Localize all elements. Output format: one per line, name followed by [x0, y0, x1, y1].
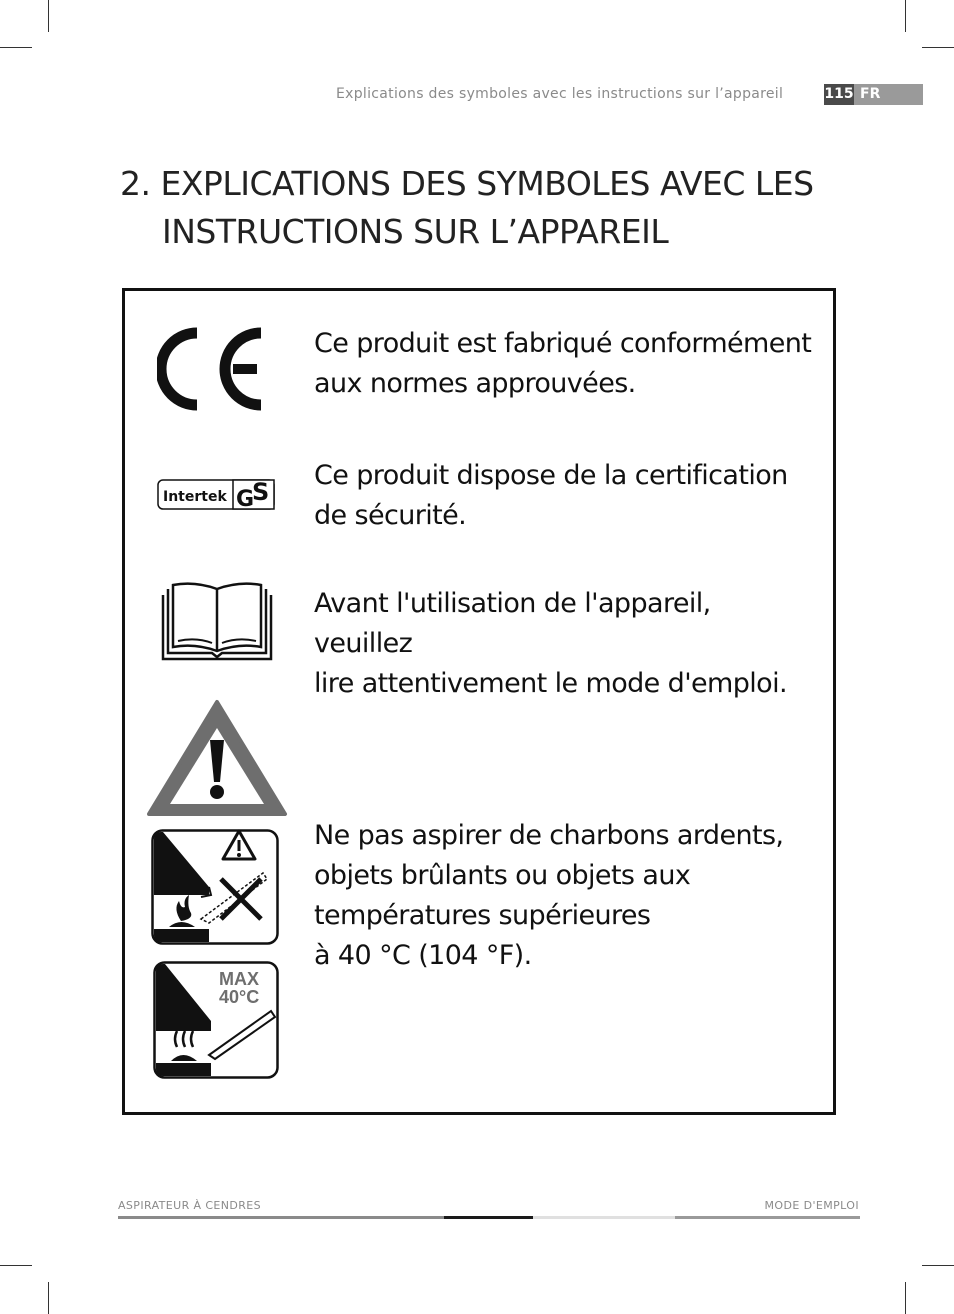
temp-label: 40°C	[219, 987, 260, 1007]
language-tag: FR	[854, 84, 923, 105]
crop-mark	[922, 47, 954, 48]
crop-mark	[48, 0, 49, 32]
section-title-line1: 2. EXPLICATIONS DES SYMBOLES AVEC LES	[120, 164, 814, 203]
manual-description: Avant l'utilisation de l'appareil, veuillez lire attentivement le mode d'emploi.	[314, 588, 787, 699]
crop-mark	[48, 1282, 49, 1314]
crop-mark	[0, 47, 32, 48]
gs-description: Ce produit dispose de la certification de sécurité.	[314, 460, 788, 531]
crop-mark	[0, 1265, 32, 1266]
max-temperature-icon	[153, 961, 279, 1083]
section-title-line2: INSTRUCTIONS SUR L’APPAREIL	[162, 212, 669, 251]
warning-triangle-icon	[146, 698, 288, 822]
crop-mark	[922, 1265, 954, 1266]
intertek-logo-text: Intertek	[163, 489, 227, 505]
footer-rule-accent	[444, 1216, 533, 1219]
max-label: MAX	[219, 969, 259, 989]
crop-mark	[905, 1282, 906, 1314]
ce-mark-icon	[157, 327, 269, 415]
gs-logo-text: G	[236, 487, 255, 512]
symbols-panel	[122, 288, 836, 1115]
hot-embers-description: Ne pas aspirer de charbons ardents, objets brûlants ou objets aux températures supérieures à 40 °C (104 °F).	[314, 820, 784, 971]
intertek-gs-icon	[157, 477, 277, 517]
running-header: Explications des symboles avec les instructions sur l’appareil	[336, 86, 784, 102]
footer-rule	[533, 1216, 675, 1219]
gs-logo-s: S	[252, 478, 270, 506]
footer-rule	[675, 1216, 860, 1219]
no-hot-embers-icon	[151, 829, 279, 949]
footer-product-name: ASPIRATEUR À CENDRES	[118, 1199, 262, 1212]
ce-description: Ce produit est fabriqué conformément aux normes approuvées.	[314, 328, 812, 399]
manual-book-icon	[160, 581, 274, 665]
crop-mark	[905, 0, 906, 32]
footer-rule	[118, 1216, 444, 1219]
page-number: 115	[824, 84, 854, 105]
footer-document-type: MODE D'EMPLOI	[764, 1199, 859, 1212]
section-title	[120, 160, 880, 256]
